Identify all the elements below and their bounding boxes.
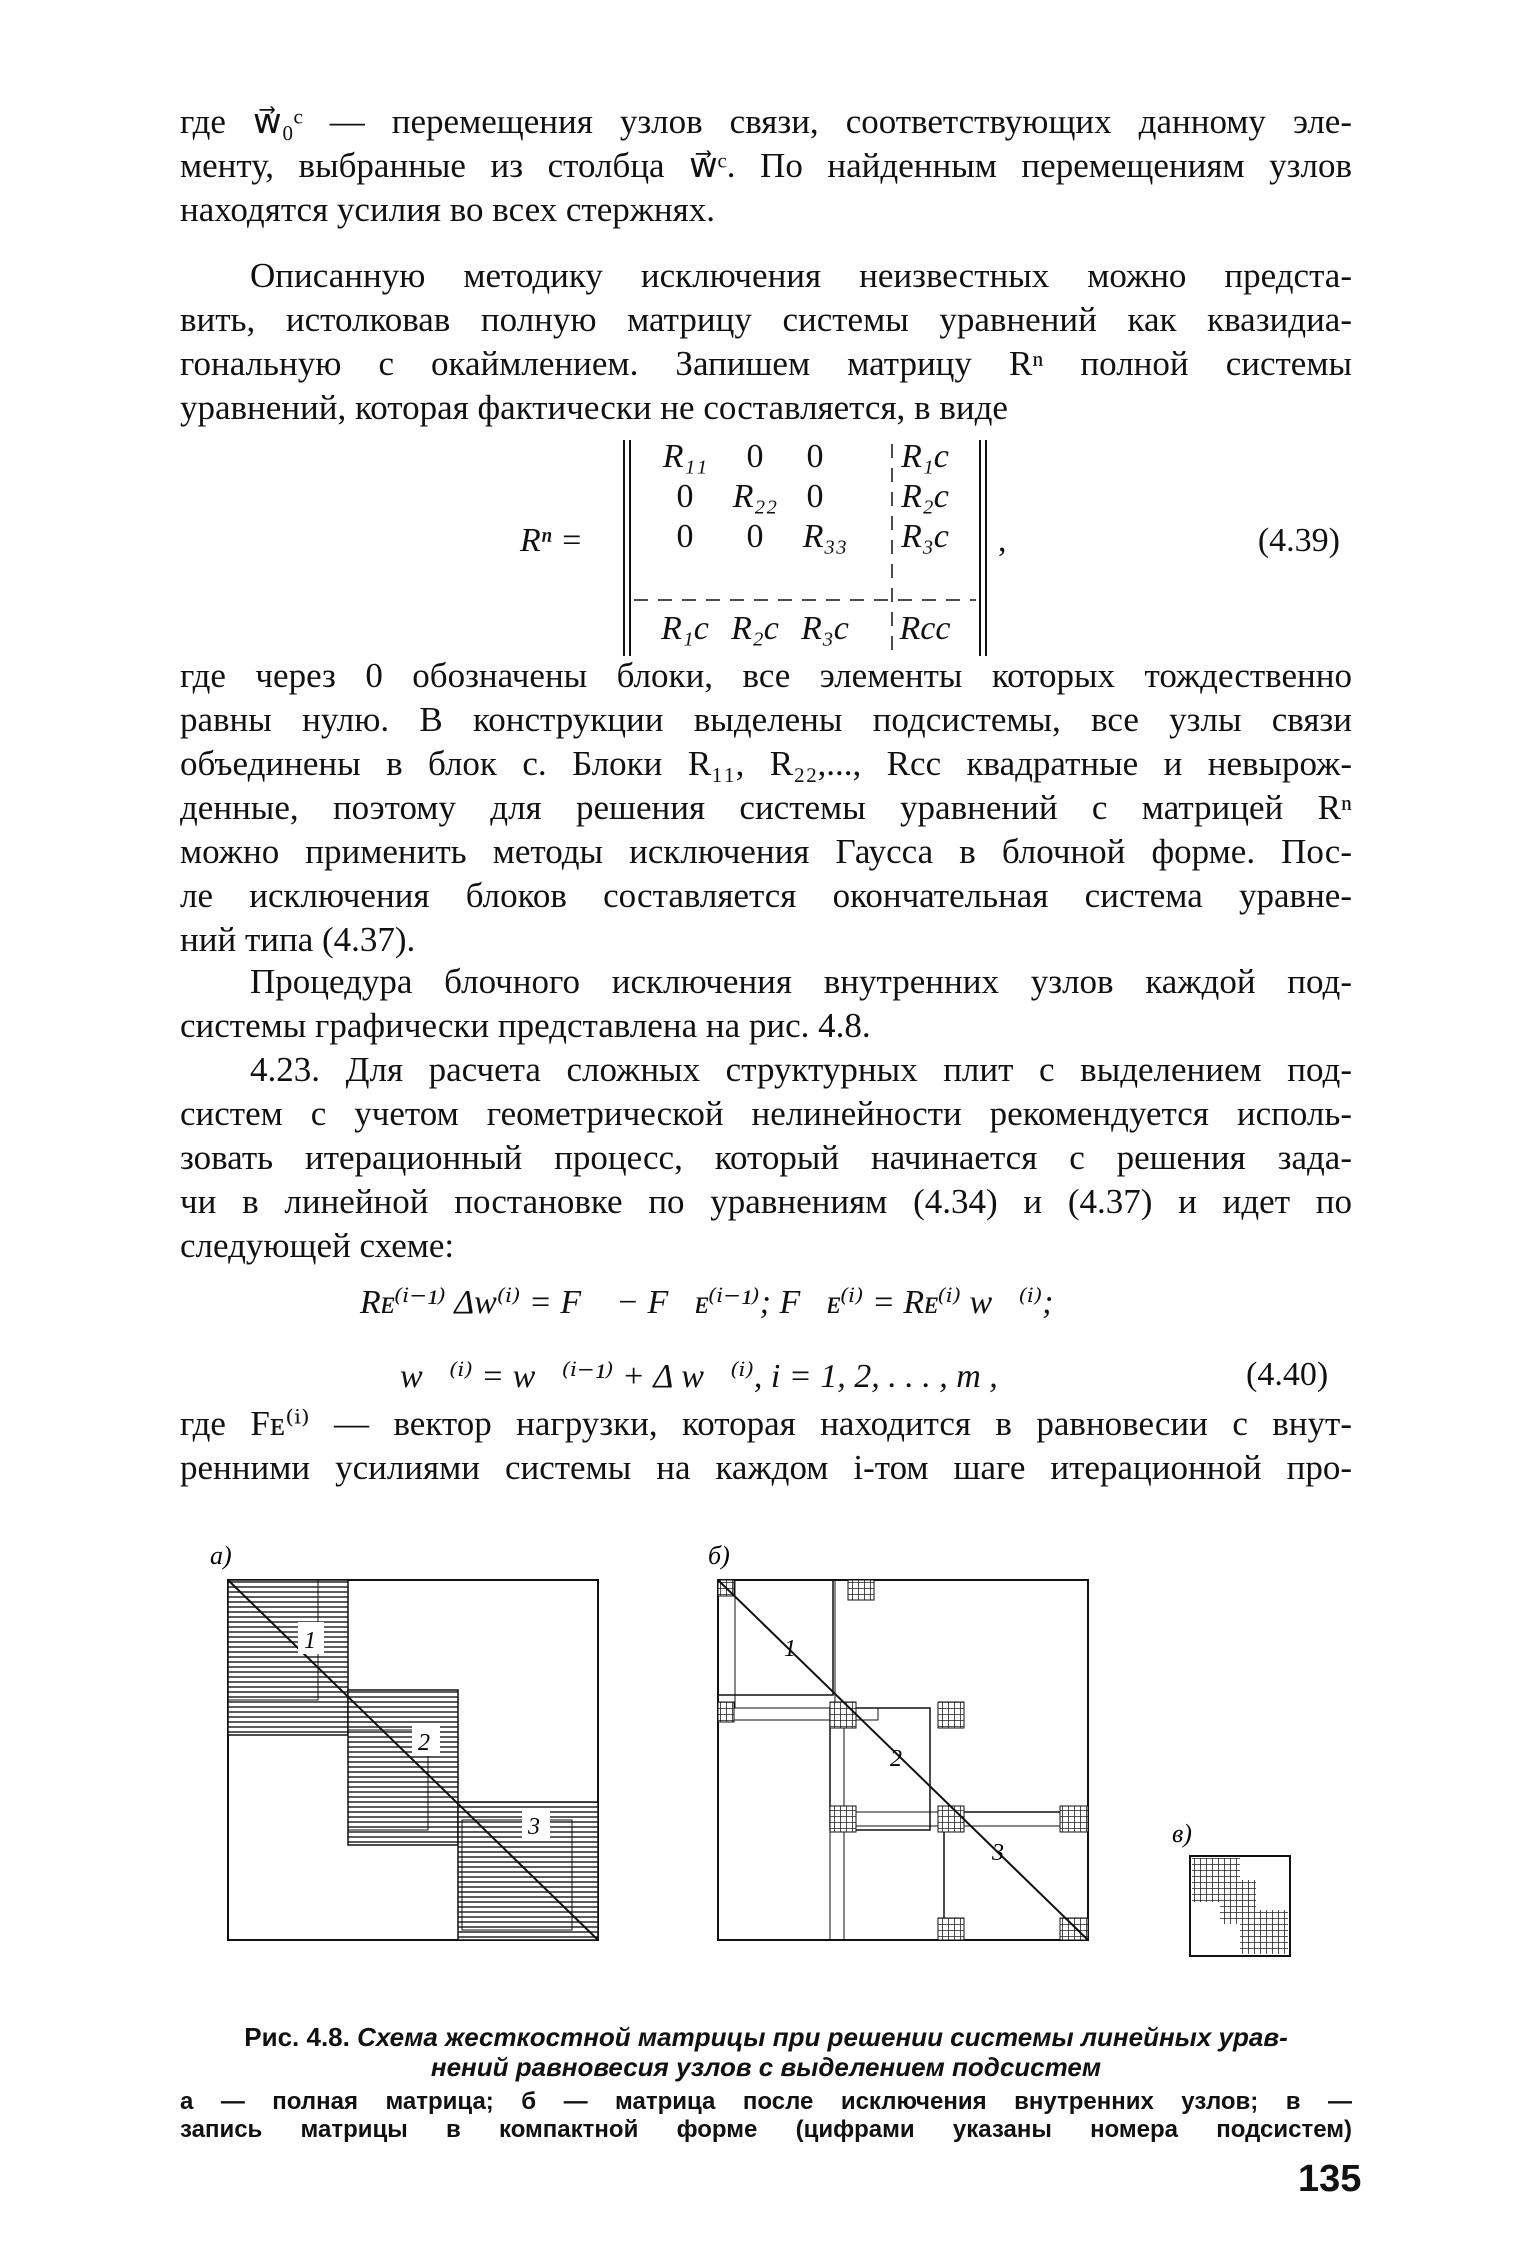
text-line: Описанную методику исключения неизвестных можно предста- [250,256,1352,295]
block-label-1: 1 [304,1628,316,1654]
matrix-cell: R₂c [901,478,949,515]
matrix-cell: 0 [806,478,824,515]
caption-title: Схема жесткостной матрицы при решении системы линейных урав- [357,2022,1288,2052]
paragraph-3 [180,654,1352,962]
matrix-cell: R₁c [661,610,709,647]
text-line: следующей схеме: [180,1226,455,1265]
matrix-cell: 0 [676,478,694,515]
matrix-grid [630,438,980,658]
equation-number: (4.39) [1257,522,1340,559]
text-line: объединены в блок c. Блоки R₁₁, R₂₂,..., Rcc квадратные и невырож- [180,744,1352,783]
text-line: денные, поэтому для решения системы уравнений с матрицей Rⁿ [180,788,1352,827]
text-line: вить, истолковав полную матрицу системы уравнений как квазидиа- [180,300,1352,339]
paragraph-6 [180,1402,1352,1490]
paragraph-4 [180,960,1352,1048]
b-block-label-1: 1 [784,1636,796,1662]
caption-prefix: Рис. 4.8. [244,2022,350,2052]
matrix-cell: R₁₁ [662,438,708,475]
matrix-cell: R₂₂ [732,478,778,515]
matrix-cell: R₁c [901,438,949,475]
text-line: ле исключения блоков составляется окончательная система уравне- [180,876,1352,915]
matrix-cell: Rcc [899,610,951,647]
text-line: системы графически представлена на рис. 4.8. [180,1006,871,1045]
label-b: б) [708,1541,730,1570]
text-line: ренними усилиями системы на каждом i-том шаге итерационной про- [180,1448,1352,1487]
equation-line-1: Rᴇ⁽ⁱ⁻¹⁾ Δw⁽ⁱ⁾ = F⃗ − F⃗ᴇ⁽ⁱ⁻¹⁾; F⃗ᴇ⁽ⁱ⁾ = Rᴇ⁽ⁱ⁾ w⃗⁽ⁱ⁾; [360,1284,1054,1321]
text-line: менту, выбранные из столбца w⃗ᶜ. По найденным перемещениям узлов [180,146,1352,185]
text-line: 4.23. Для расчета сложных структурных плит с выделением под- [250,1050,1352,1089]
text-line: можно применить методы исключения Гаусса в блочной форме. Пос- [180,832,1352,871]
text-line: где Fᴇ⁽ⁱ⁾ — вектор нагрузки, которая находится в равновесии с внут- [180,1404,1352,1443]
matrix-cell: R₃c [801,610,849,647]
equation-line-2: w⃗⁽ⁱ⁾ = w⃗⁽ⁱ⁻¹⁾ + Δ w⃗⁽ⁱ⁾, i = 1, 2, . . . , m , [400,1358,998,1395]
b-block-label-3: 3 [992,1840,1004,1866]
block-label-2: 2 [418,1730,430,1756]
paragraph-1 [180,100,1352,232]
matrix-diagrams [180,1540,1360,2000]
matrix-cell: 0 [676,518,694,555]
equation-number: (4.40) [1246,1356,1329,1393]
matrix-cell: 0 [806,438,824,475]
text-line: где w⃗₀ᶜ — перемещения узлов связи, соответствующих данному эле- [180,102,1352,141]
text-line: зовать итерационный процесс, который начинается с решения зада- [180,1138,1352,1177]
paragraph-5 [180,1048,1352,1268]
caption-line: а — полная матрица; б — матрица после исключения внутренних узлов; в — [180,2088,1352,2115]
paragraph-2 [180,254,1352,430]
matrix-a [228,1580,598,1940]
text-line: систем с учетом геометрической нелинейности рекомендуется исполь- [180,1094,1352,1133]
matrix-equation [520,438,1340,658]
text-line: ний типа (4.37). [180,920,416,959]
matrix-cell: R₃c [901,518,949,555]
matrix-c [1190,1856,1290,1956]
b-block-label-2: 2 [890,1746,902,1772]
text-line: Процедура блочного исключения внутренних узлов каждой под- [250,962,1352,1001]
matrix-cell: R₃₃ [802,518,848,555]
matrix-cell: R₂c [731,610,779,647]
matrix-cell: 0 [746,438,764,475]
matrix-b [718,1580,1088,1940]
text-line: равны нулю. В конструкции выделены подсистемы, все узлы связи [180,700,1352,739]
label-c: в) [1172,1819,1192,1848]
text-line: чи в линейной постановке по уравнениям (4.34) и (4.37) и идет по [180,1182,1352,1221]
text-line: гональную с окаймлением. Запишем матрицу Rⁿ полной системы [180,344,1352,383]
figure-caption-text [180,2088,1352,2144]
page-number: 135 [1298,2158,1362,2200]
text-line: где через 0 обозначены блоки, все элементы которых тождественно [180,656,1352,695]
matrix-lhs: Rⁿ = [520,522,583,559]
figure-caption-title [180,2022,1352,2082]
figure-4-8 [180,1540,1360,2000]
matrix-cell: 0 [746,518,764,555]
label-a: а) [210,1541,232,1570]
caption-title-line2: нений равновесия узлов с выделением подсистем [430,2052,1102,2082]
matrix-comma: , [998,522,1007,559]
text-line: уравнений, которая фактически не составляется, в виде [180,388,1008,427]
caption-line: запись матрицы в компактной форме (цифрами указаны номера подсистем) [180,2116,1352,2143]
block-label-3: 3 [528,1814,540,1840]
text-line: находятся усилия во всех стержнях. [180,190,716,229]
